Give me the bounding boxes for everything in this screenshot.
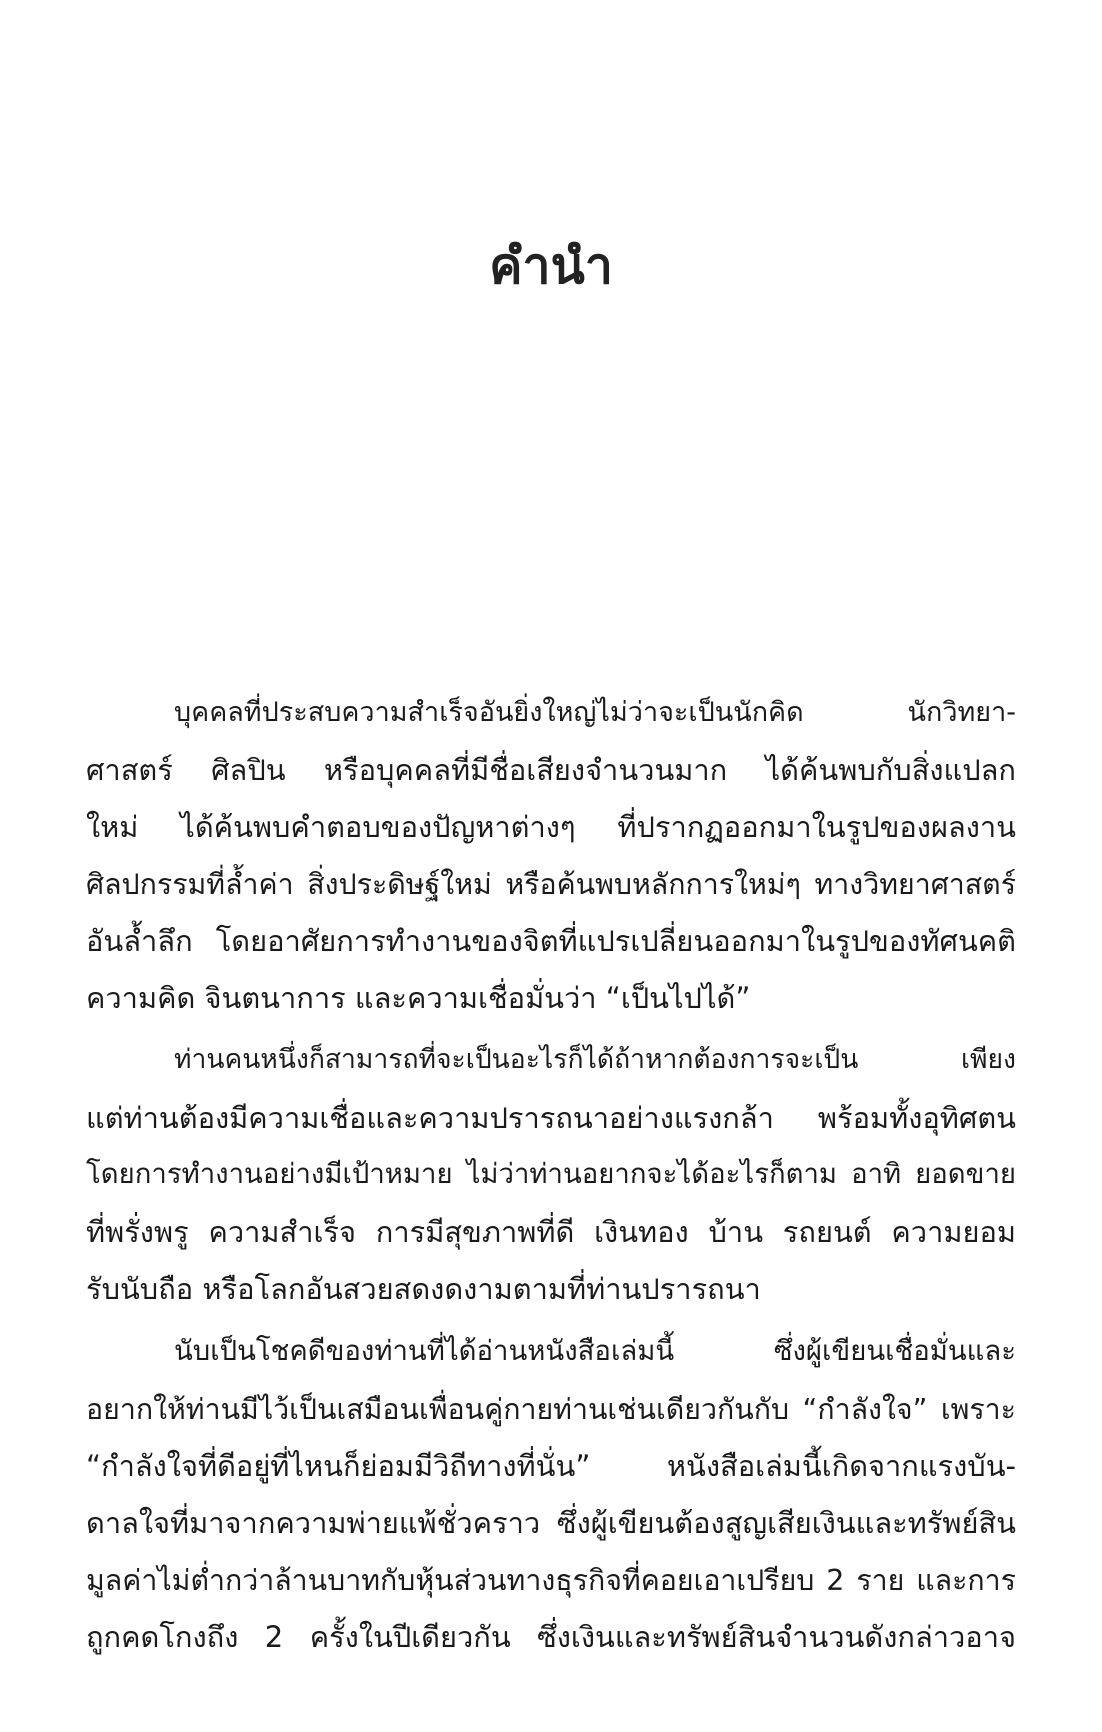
paragraph-line: ถูกคดโกงถึง 2 ครั้งในปีเดียวกัน ซึ่งเงินและทรัพย์สินจำนวนดังกล่าวอาจ <box>86 1620 1016 1654</box>
paragraph-line: รับนับถือ หรือโลกอันสวยสดงดงามตามที่ท่านปรารถนา <box>86 1272 761 1306</box>
paragraph-1 <box>86 690 1016 1032</box>
paragraph-line: ที่พรั่งพรู ความสำเร็จ การมีสุขภาพที่ดี เงินทอง บ้าน รถยนต์ ความยอม <box>86 1215 1016 1249</box>
paragraph-line: ความคิด จินตนาการ และความเชื่อมั่นว่า “เป็นไปได้” <box>86 981 751 1015</box>
paragraph-line: นับเป็นโชคดีของท่านที่ได้อ่านหนังสือเล่มนี้ ซึ่งผู้เขียนเชื่อมั่นและ <box>174 1335 1016 1367</box>
paragraph-line: ใหม่ ได้ค้นพบคำตอบของปัญหาต่างๆ ที่ปรากฏออกมาในรูปของผลงาน <box>86 810 1016 844</box>
body-text <box>86 690 1016 1677</box>
paragraph-line: บุคคลที่ประสบความสำเร็จอันยิ่งใหญ่ไม่ว่าจะเป็นนักคิด นักวิทยา- <box>174 697 1016 728</box>
paragraph-line: อยากให้ท่านมีไว้เป็นเสมือนเพื่อนคู่กายท่านเช่นเดียวกันกับ “กำลังใจ” เพราะ <box>86 1393 1016 1426</box>
paragraph-line: โดยการทำงานอย่างมีเป้าหมาย ไม่ว่าท่านอยากจะได้อะไรก็ตาม อาทิ ยอดขาย <box>86 1158 1016 1190</box>
paragraph-line: ดาลใจที่มาจากความพ่ายแพ้ชั่วคราว ซึ่งผู้เขียนต้องสูญเสียเงินและทรัพย์สิน <box>86 1506 1016 1540</box>
paragraph-line: อันล้ำลึก โดยอาศัยการทำงานของจิตที่แปรเปลี่ยนออกมาในรูปของทัศนคติ <box>86 924 1016 958</box>
paragraph-line: ท่านคนหนึ่งก็สามารถที่จะเป็นอะไรก็ได้ถ้าหากต้องการจะเป็น เพียง <box>174 1044 1016 1075</box>
paragraph-line: “กำลังใจที่ดีอยู่ที่ไหนก็ย่อมมีวิถีทางที่นั่น” หนังสือเล่มนี้เกิดจากแรงบัน- <box>86 1449 1016 1483</box>
paragraph-line: ศาสตร์ ศิลปิน หรือบุคคลที่มีชื่อเสียงจำนวนมาก ได้ค้นพบกับสิ่งแปลก <box>86 753 1016 787</box>
paragraph-line: ศิลปกรรมที่ล้ำค่า สิ่งประดิษฐ์ใหม่ หรือค้นพบหลักการใหม่ๆ ทางวิทยาศาสตร์ <box>86 868 1016 901</box>
paragraph-3 <box>86 1329 1016 1671</box>
paragraph-line: มูลค่าไม่ต่ำกว่าล้านบาทกับหุ้นส่วนทางธุรกิจที่คอยเอาเปรียบ 2 ราย และการ <box>86 1564 1016 1597</box>
paragraph-2 <box>86 1038 1016 1323</box>
page-title: คำนำ <box>489 237 613 295</box>
paragraph-line: แต่ท่านต้องมีความเชื่อและความปรารถนาอย่างแรงกล้า พร้อมทั้งอุทิศตน <box>86 1101 1016 1135</box>
